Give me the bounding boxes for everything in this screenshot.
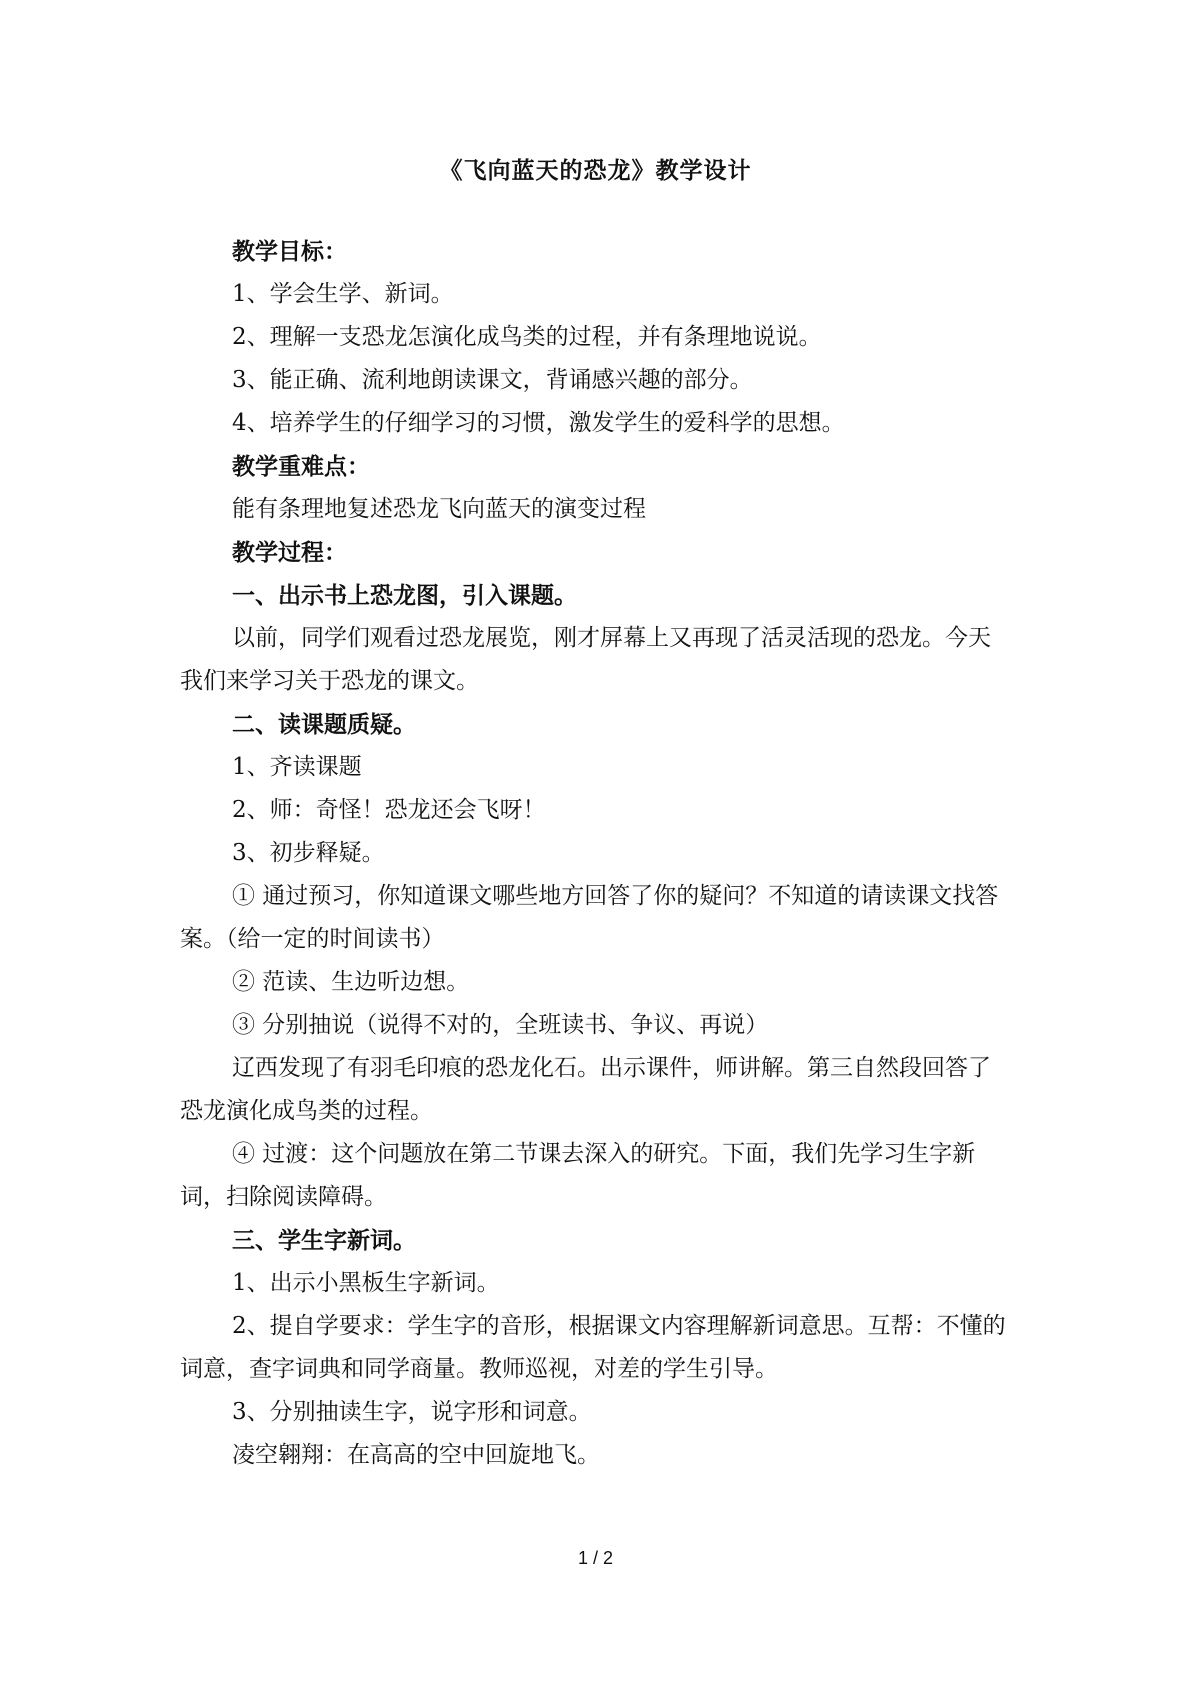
document-title: 《飞向蓝天的恐龙》教学设计 (439, 157, 752, 184)
body-paragraph: 2、提自学要求：学生字的音形，根据课文内容理解新词意思。互帮：不懂的词意，查字词典和同学商量。教师巡视，对差的学生引导。 (180, 1313, 1006, 1382)
body-paragraph: 4、培养学生的仔细学习的习惯，激发学生的爱科学的思想。 (232, 410, 845, 436)
body-paragraph: 以前，同学们观看过恐龙展览，刚才屏幕上又再现了活灵活现的恐龙。今天我们来学习关于恐龙的课文。 (180, 625, 991, 694)
body-paragraph: 1、学会生学、新词。 (232, 281, 454, 307)
section-heading: 教学重难点： (232, 453, 370, 480)
section-heading: 一、出示书上恐龙图，引入课题。 (232, 582, 577, 609)
body-paragraph: 1、出示小黑板生字新词。 (232, 1270, 500, 1296)
page-number: 1 / 2 (577, 1548, 614, 1568)
body-paragraph: 3、分别抽读生字，说字形和词意。 (232, 1399, 592, 1425)
body-paragraph: ① 通过预习，你知道课文哪些地方回答了你的疑问？不知道的请读课文找答案。（给一定的时间读书） (180, 883, 999, 952)
section-heading: 二、读课题质疑。 (232, 711, 416, 738)
body-paragraph: 2、师：奇怪！恐龙还会飞呀！ (232, 797, 546, 823)
body-paragraph: 能有条理地复述恐龙飞向蓝天的演变过程 (232, 496, 646, 522)
body-paragraph: 3、能正确、流利地朗读课文，背诵感兴趣的部分。 (232, 367, 753, 393)
body-paragraph: 凌空翱翔：在高高的空中回旋地飞。 (232, 1442, 600, 1468)
section-heading: 三、学生字新词。 (232, 1227, 416, 1254)
body-paragraph: ③ 分别抽说（说得不对的，全班读书、争议、再说） (232, 1012, 769, 1038)
section-heading: 教学目标： (232, 238, 347, 265)
body-paragraph: 2、理解一支恐龙怎演化成鸟类的过程，并有条理地说说。 (232, 324, 822, 350)
body-paragraph: ④ 过渡：这个问题放在第二节课去深入的研究。下面，我们先学习生字新词，扫除阅读障碍。 (180, 1141, 976, 1210)
body-paragraph: 辽西发现了有羽毛印痕的恐龙化石。出示课件，师讲解。第三自然段回答了恐龙演化成鸟类的过程。 (180, 1055, 991, 1124)
body-paragraph: 1、齐读课题 (232, 754, 362, 780)
body-paragraph: ② 范读、生边听边想。 (232, 969, 470, 995)
document-body (180, 230, 1010, 1477)
body-paragraph: 3、初步释疑。 (232, 840, 385, 866)
section-heading: 教学过程： (232, 539, 347, 566)
